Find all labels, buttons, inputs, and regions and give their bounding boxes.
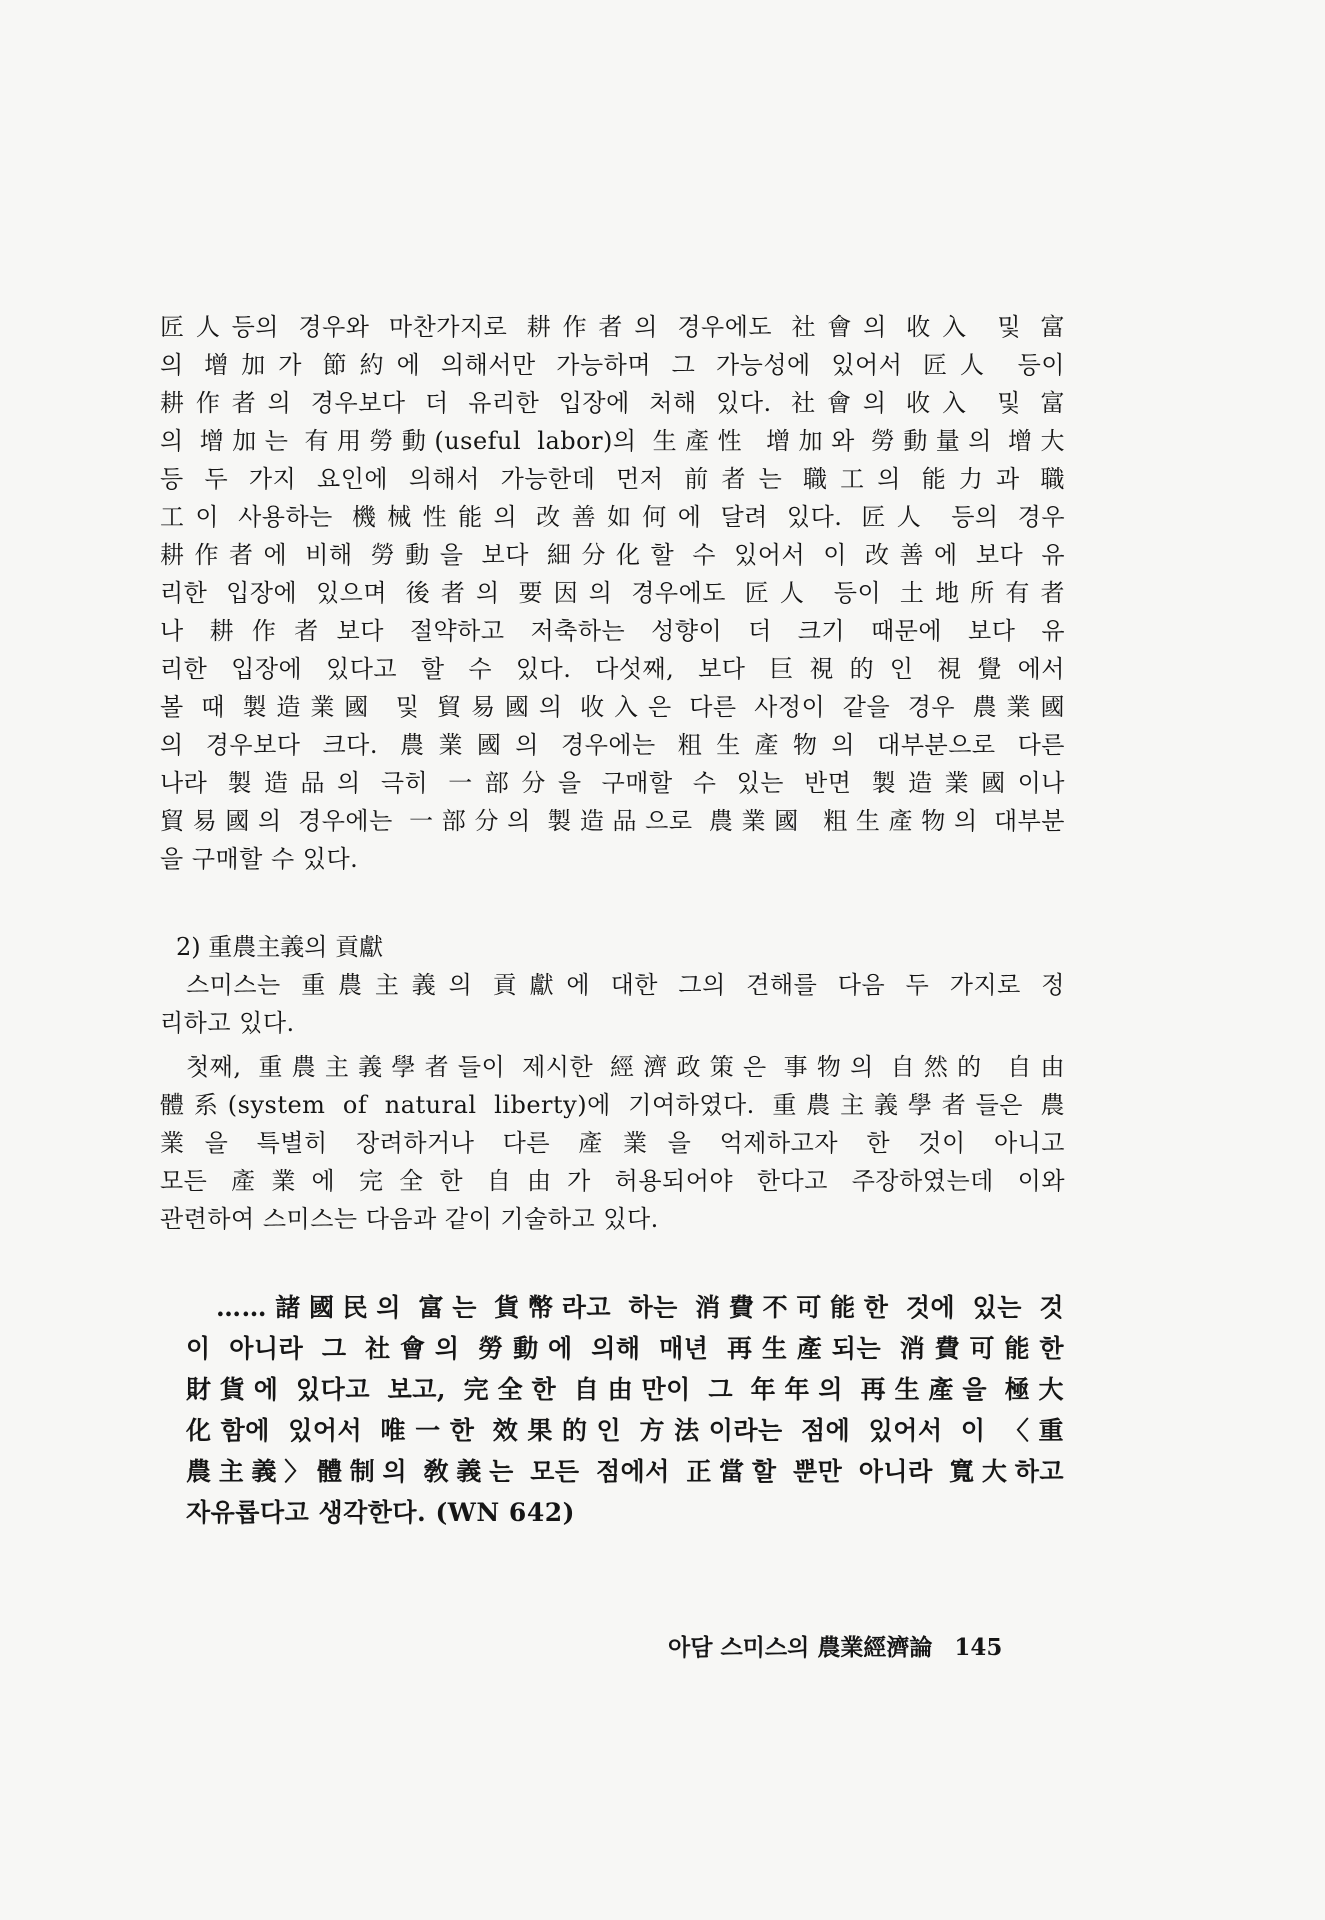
running-title: 아담 스미스의 農業經濟論 <box>668 1634 933 1661</box>
page-number: 145 <box>954 1634 1003 1661</box>
text-line: 등 두 가지 요인에 의해서 가능한데 먼저 前者는 職工의 能力과 職 <box>160 465 1065 493</box>
quote-line: 이 아니라 그 社會의 勞動에 의해 매년 再生產되는 消費可能한 <box>186 1334 1064 1363</box>
text-line: 모든 產業에 完全한 自由가 허용되어야 한다고 주장하였는데 이와 <box>160 1167 1065 1195</box>
quote-line: 財貨에 있다고 보고, 完全한 自由만이 그 年年의 再生產을 極大 <box>186 1375 1064 1404</box>
text-line: 을 구매할 수 있다. <box>160 845 359 873</box>
text-line: 나라 製造品의 극히 一部分을 구매할 수 있는 반면 製造業國이나 <box>160 769 1065 797</box>
text-line: 관련하여 스미스는 다음과 같이 기술하고 있다. <box>160 1205 659 1233</box>
section-heading: 2) 重農主義의 貢獻 <box>176 933 384 961</box>
quote-line: 農主義〉體制의 敎義는 모든 점에서 正當할 뿐만 아니라 寬大하고 <box>186 1457 1064 1486</box>
text-line: 리하고 있다. <box>160 1009 295 1037</box>
quote-line: ……諸國民의 富는 貨幣라고 하는 消費不可能한 것에 있는 것 <box>216 1293 1064 1322</box>
text-line: 의 경우보다 크다. 農業國의 경우에는 粗生產物의 대부분으로 다른 <box>160 731 1065 759</box>
quote-line: 化함에 있어서 唯一한 效果的인 方法이라는 점에 있어서 이 〈重 <box>186 1416 1064 1445</box>
text-line: 耕作者의 경우보다 더 유리한 입장에 처해 있다. 社會의 收入 및 富 <box>160 389 1065 417</box>
text-line: 첫째, 重農主義學者들이 제시한 經濟政策은 事物의 自然的 自由 <box>186 1053 1065 1081</box>
text-line: 스미스는 重農主義의 貢獻에 대한 그의 견해를 다음 두 가지로 정 <box>186 971 1065 999</box>
text-line: 業을 특별히 장려하거나 다른 產業을 억제하고자 한 것이 아니고 <box>160 1129 1065 1157</box>
text-line: 體系(system of natural liberty)에 기여하였다. 重農主義學者들은 農 <box>160 1091 1065 1119</box>
text-line: 貿易國의 경우에는 一部分의 製造品으로 農業國 粗生產物의 대부분 <box>160 807 1065 835</box>
text-line: 匠人등의 경우와 마찬가지로 耕作者의 경우에도 社會의 收入 및 富 <box>160 313 1065 341</box>
text-line: 耕作者에 비해 勞動을 보다 細分化할 수 있어서 이 改善에 보다 유 <box>160 541 1065 569</box>
text-line: 工이 사용하는 機械性能의 改善如何에 달려 있다. 匠人 등의 경우 <box>160 503 1065 531</box>
text-line: 볼 때 製造業國 및 貿易國의 收入은 다른 사정이 같을 경우 農業國 <box>160 693 1065 721</box>
text-line: 의 增加는 有用勞動(useful labor)의 生產性 增加와 勞動量의 增大 <box>160 427 1065 455</box>
quote-line: 자유롭다고 생각한다. (WN 642) <box>186 1498 575 1527</box>
page-footer <box>668 1631 1002 1665</box>
text-line: 나 耕作者보다 절약하고 저축하는 성향이 더 크기 때문에 보다 유 <box>160 617 1065 645</box>
text-line: 의 增加가 節約에 의해서만 가능하며 그 가능성에 있어서 匠人 등이 <box>160 351 1065 379</box>
text-line: 리한 입장에 있으며 後者의 要因의 경우에도 匠人 등이 土地所有者 <box>160 579 1065 607</box>
text-line: 리한 입장에 있다고 할 수 있다. 다섯째, 보다 巨視的인 視覺에서 <box>160 655 1065 683</box>
